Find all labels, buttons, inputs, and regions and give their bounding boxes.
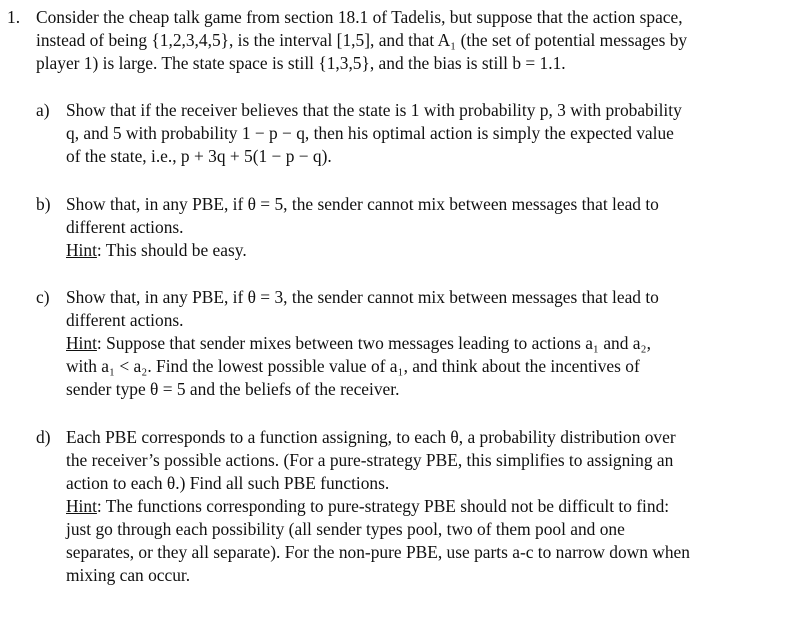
question-intro <box>36 6 796 75</box>
part-line: Each PBE corresponds to a function assigning, to each θ, a probability distribution over <box>66 427 676 447</box>
question-line: instead of being {1,2,3,4,5}, is the interval [1,5], and that A₁ (the set of potential messages by <box>36 30 688 50</box>
question-line: Consider the cheap talk game from section 18.1 of Tadelis, but suppose that the action space, <box>36 7 683 27</box>
part-d <box>36 426 796 587</box>
part-label: a) <box>36 100 50 120</box>
part-text <box>66 426 796 587</box>
hint-line <box>66 239 796 262</box>
part-label: d) <box>36 427 51 447</box>
part-label: b) <box>36 194 51 214</box>
hint-line: mixing can occur. <box>66 565 191 585</box>
hint-text: : Suppose that sender mixes between two messages leading to actions a₁ and a₂, <box>96 333 651 353</box>
hint-text: : This should be easy. <box>96 240 247 260</box>
part-c <box>36 286 796 401</box>
part-line: Show that, in any PBE, if θ = 5, the sender cannot mix between messages that lead to <box>66 194 659 214</box>
hint-line: separates, or they all separate). For the non-pure PBE, use parts a-c to narrow down when <box>66 542 690 562</box>
part-text <box>66 99 796 168</box>
part-line: the receiver’s possible actions. (For a pure-strategy PBE, this simplifies to assigning an <box>66 450 674 470</box>
hint-label: Hint <box>66 496 97 516</box>
hint-label: Hint <box>66 240 97 260</box>
hint-line: sender type θ = 5 and the beliefs of the receiver. <box>66 379 400 399</box>
question-line: player 1) is large. The state space is still {1,3,5}, and the bias is still b = 1.1. <box>36 53 566 73</box>
part-line: different actions. <box>66 310 184 330</box>
part-line: different actions. <box>66 217 184 237</box>
hint-line <box>66 495 796 518</box>
question-number: 1. <box>7 7 21 27</box>
part-line: of the state, i.e., p + 3q + 5(1 − p − q). <box>66 146 332 166</box>
part-b <box>36 193 796 262</box>
part-line: Show that if the receiver believes that the state is 1 with probability p, 3 with probability <box>66 100 682 120</box>
part-line: action to each θ.) Find all such PBE functions. <box>66 473 390 493</box>
part-line: Show that, in any PBE, if θ = 3, the sender cannot mix between messages that lead to <box>66 287 659 307</box>
part-label: c) <box>36 287 50 307</box>
hint-label: Hint <box>66 333 97 353</box>
part-line: q, and 5 with probability 1 − p − q, then his optimal action is simply the expected value <box>66 123 674 143</box>
part-a <box>36 99 796 168</box>
hint-line: with a₁ < a₂. Find the lowest possible value of a₁, and think about the incentives of <box>66 356 640 376</box>
hint-line <box>66 332 796 355</box>
part-text <box>66 286 796 401</box>
hint-line: just go through each possibility (all sender types pool, two of them pool and one <box>66 519 625 539</box>
part-text <box>66 193 796 262</box>
hint-text: : The functions corresponding to pure-strategy PBE should not be difficult to find: <box>96 496 670 516</box>
